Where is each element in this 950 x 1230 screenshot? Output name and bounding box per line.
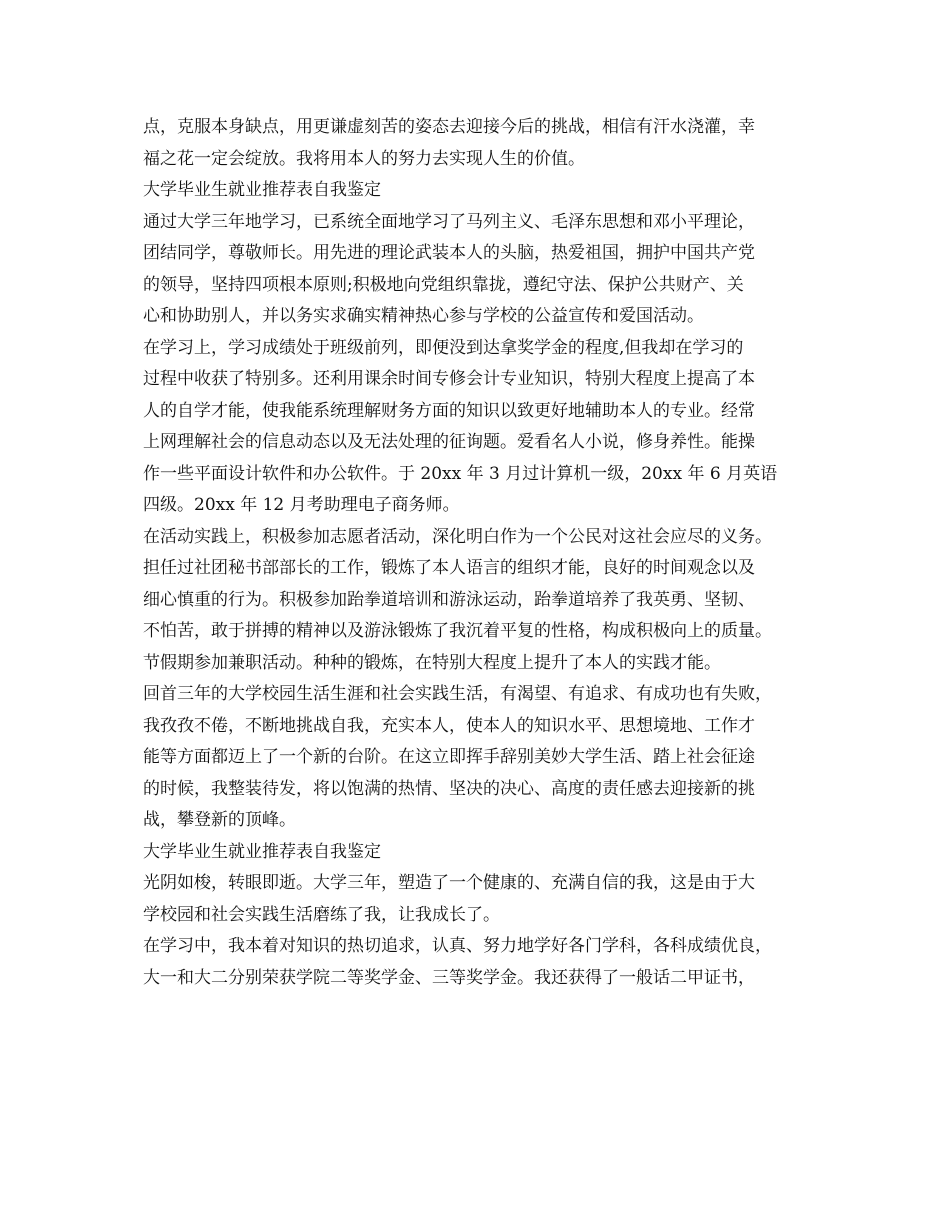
section-heading: 大学毕业生就业推荐表自我鉴定 [143,180,381,200]
text-line: 点，克服本身缺点，用更谦虚刻苦的姿态去迎接今后的挑战，相信有汗水浇灌，幸 [143,117,755,137]
text-line: 大一和大二分别荣获学院二等奖学金、三等奖学金。我还获得了一般话二甲证书， [143,967,755,988]
text-line: 过程中收获了特别多。还利用课余时间专修会计专业知识，特别大程度上提高了本 [143,369,755,389]
text-line: 能等方面都迈上了一个新的台阶。在这立即挥手辞别美妙大学生活、踏上社会征途 [143,747,755,767]
text-line: 战，攀登新的顶峰。 [143,810,296,830]
text-line: 上网理解社会的信息动态以及无法处理的征询题。爱看名人小说，修身养性。能操 [143,432,755,452]
text-line: 担任过社团秘书部部长的工作，锻炼了本人语言的组织才能，良好的时间观念以及 [143,558,755,578]
document-body [143,112,833,994]
text-line: 光阴如梭，转眼即逝。大学三年，塑造了一个健康的、充满自信的我，这是由于大 [143,873,755,893]
text-line: 作一些平面设计软件和办公软件。于 20xx 年 3 月过计算机一级，20xx 年 6 月英语 [143,463,778,484]
text-line: 团结同学，尊敬师长。用先进的理论武装本人的头脑，热爱祖国，拥护中国共产党 [143,243,755,263]
text-line: 我孜孜不倦，不断地挑战自我，充实本人，使本人的知识水平、思想境地、工作才 [143,715,755,736]
text-line: 回首三年的大学校园生活生涯和社会实践生活，有渴望、有追求、有成功也有失败， [143,684,772,704]
text-line: 通过大学三年地学习，已系统全面地学习了马列主义、毛泽东思想和邓小平理论， [143,211,755,232]
text-line: 人的自学才能，使我能系统理解财务方面的知识以致更好地辅助本人的专业。经常 [143,400,755,421]
text-line: 心和协助别人，并以务实求确实精神热心参与学校的公益宣传和爱国活动。 [143,306,704,326]
section-heading: 大学毕业生就业推荐表自我鉴定 [143,841,381,862]
text-line: 在学习中，我本着对知识的热切追求，认真、努力地学好各门学科，各科成绩优良， [143,936,772,956]
text-line: 节假期参加兼职活动。种种的锻炼，在特别大程度上提升了本人的实践才能。 [143,652,721,673]
text-line: 在学习上，学习成绩处于班级前列，即便没到达拿奖学金的程度,但我却在学习的 [143,337,744,358]
text-line: 的领导，坚持四项根本原则;积极地向党组织靠拢，遵纪守法、保护公共财产、关 [143,274,744,295]
text-line: 四级。20xx 年 12 月考助理电子商务师。 [143,495,460,515]
text-line: 在活动实践上，积极参加志愿者活动，深化明白作为一个公民对这社会应尽的义务。 [143,526,772,547]
text-line: 不怕苦，敢于拼搏的精神以及游泳锻炼了我沉着平复的性格，构成积极向上的质量。 [143,621,772,641]
text-line: 的时候，我整装待发，将以饱满的热情、坚决的决心、高度的责任感去迎接新的挑 [143,778,755,799]
text-line: 福之花一定会绽放。我将用本人的努力去实现人生的价值。 [143,148,585,169]
text-line: 细心慎重的行为。积极参加跆拳道培训和游泳运动，跆拳道培养了我英勇、坚韧、 [143,589,755,610]
text-line: 学校园和社会实践生活磨练了我，让我成长了。 [143,904,500,925]
